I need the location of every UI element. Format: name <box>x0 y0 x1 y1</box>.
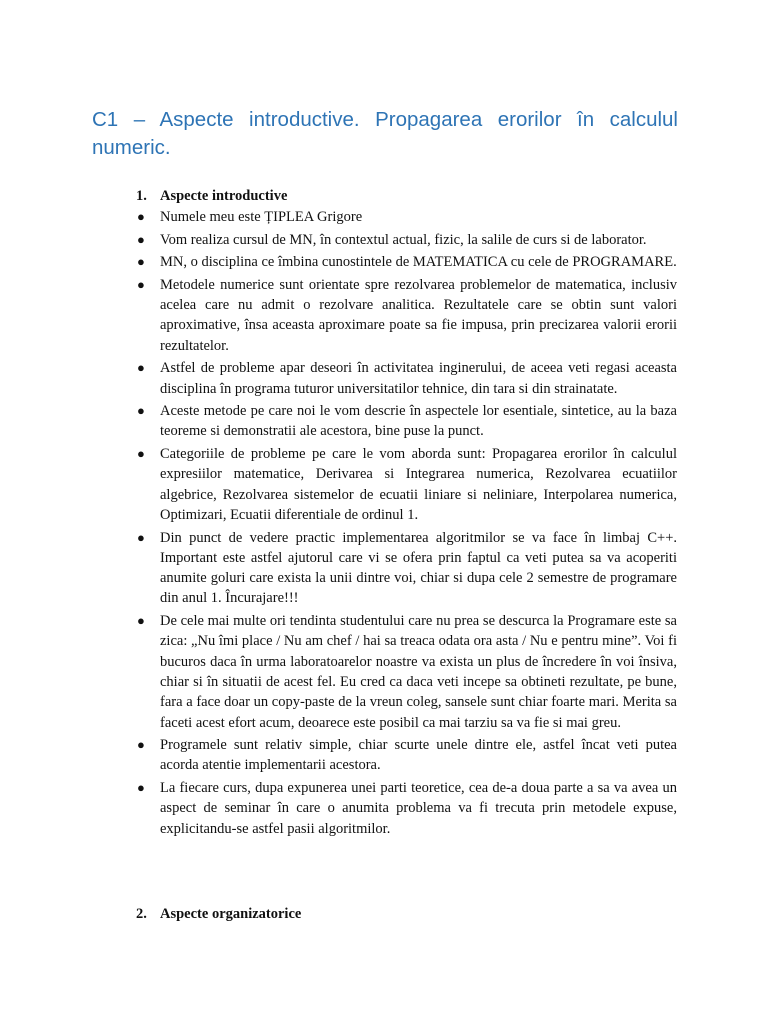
list-item <box>136 358 677 399</box>
list-item-text: MN, o disciplina ce îmbina cunostintele de MATEMATICA cu cele de PROGRAMARE. <box>160 254 677 271</box>
list-item-text: Programele sunt relativ simple, chiar scurte unele dintre ele, astfel încat veti putea acorda atentie implementarii acestora. <box>160 737 677 774</box>
section-heading-text: Aspecte organizatorice <box>160 906 302 922</box>
bullet-icon: ● <box>137 529 145 545</box>
list-item <box>136 275 677 356</box>
section-heading-1 <box>136 188 287 205</box>
bullet-icon: ● <box>137 779 145 795</box>
list-item-text: Categoriile de probleme pe care le vom aborda sunt: Propagarea erorilor în calculul expresiilor matematice, Derivarea si Integrarea numerica, Rezolvarea ecuatiilor algebrice, Rezolvarea sistemelor de ecuatii liniare si neliniare, Interpolarea numerica, Optimizari, Ecuatii diferentiale de ordinul 1. <box>160 446 677 523</box>
list-item-text: De cele mai multe ori tendinta studentului care nu prea se descurca la Programare este sa zica: „Nu îmi place / Nu am chef / hai sa treaca odata ora asta / Nu e pentru mine”. Voi fi bucuros daca în urma laboratoarelor noastre va exista un plus de încredere în voi însiva, chiar si în situatii de acest fel. Eu cred ca daca veti incepe sa obtineti rezultate, pe bune, fara a face doar un copy-paste de la vreun coleg, sansele sunt chiar foarte mari. Merita sa faceti acest efort acum, deoarece este posibil ca mai tarziu sa va fie si mai greu. <box>160 613 677 731</box>
list-item-text: Vom realiza cursul de MN, în contextul actual, fizic, la salile de curs si de laborator. <box>160 231 647 248</box>
list-item <box>136 528 677 609</box>
section-heading-2 <box>136 906 301 923</box>
list-item <box>136 611 677 733</box>
list-item <box>136 207 677 227</box>
bullet-icon: ● <box>137 254 145 270</box>
list-item <box>136 401 677 442</box>
bullet-icon: ● <box>137 231 145 247</box>
section-heading-text: Aspecte introductive <box>160 188 288 204</box>
section-number: 2. <box>136 906 147 922</box>
section-number: 1. <box>136 188 147 204</box>
bullet-icon: ● <box>137 613 145 629</box>
bullet-icon: ● <box>137 737 145 753</box>
bullet-icon: ● <box>137 403 145 419</box>
page-title: C1 – Aspecte introductive. Propagarea erorilor în calculul numeric. <box>92 108 678 159</box>
list-item <box>136 230 677 250</box>
list-item <box>136 444 677 525</box>
bullet-icon: ● <box>137 446 145 462</box>
bullet-icon: ● <box>137 276 145 292</box>
list-item <box>136 778 677 839</box>
list-item <box>136 735 677 776</box>
list-item-text: Astfel de probleme apar deseori în activitatea inginerului, de aceea veti regasi aceasta disciplina în programa tuturor universitatilor tehnice, din tara si din strainatate. <box>160 360 677 397</box>
bullet-list <box>136 207 677 841</box>
list-item-text: Din punct de vedere practic implementarea algoritmilor se va face în limbaj C++. Important este astfel ajutorul care vi se ofera prin faptul ca veti putea sa va acoperiti anumite goluri care exista la unii dintre voi, chiar si dupa cele 2 semestre de programare din anul 1. Încurajare!!! <box>160 529 677 607</box>
list-item-text: La fiecare curs, dupa expunerea unei parti teoretice, cea de-a doua parte a sa va avea un aspect de seminar în care o anumita problema va fi trecuta prin metodele expuse, explicitandu-se astfel pasii algoritmilor. <box>160 779 677 837</box>
list-item-text: Metodele numerice sunt orientate spre rezolvarea problemelor de matematica, inclusiv acelea care nu admit o rezolvare analitica. Rezultatele care se obtin sunt valori aproximative, însa aceasta aproximare poate sa fie impusa, prin precizarea valorii erorii rezultatelor. <box>160 276 677 354</box>
list-item <box>136 252 677 272</box>
bullet-icon: ● <box>137 209 145 224</box>
list-item-text: Aceste metode pe care noi le vom descrie în aspectele lor esentiale, sintetice, au la baza teoreme si demonstratii ale acestora, bine puse la punct. <box>160 403 677 440</box>
bullet-icon: ● <box>137 360 145 376</box>
list-item-text: Numele meu este ȚIPLEA Grigore <box>160 209 363 225</box>
